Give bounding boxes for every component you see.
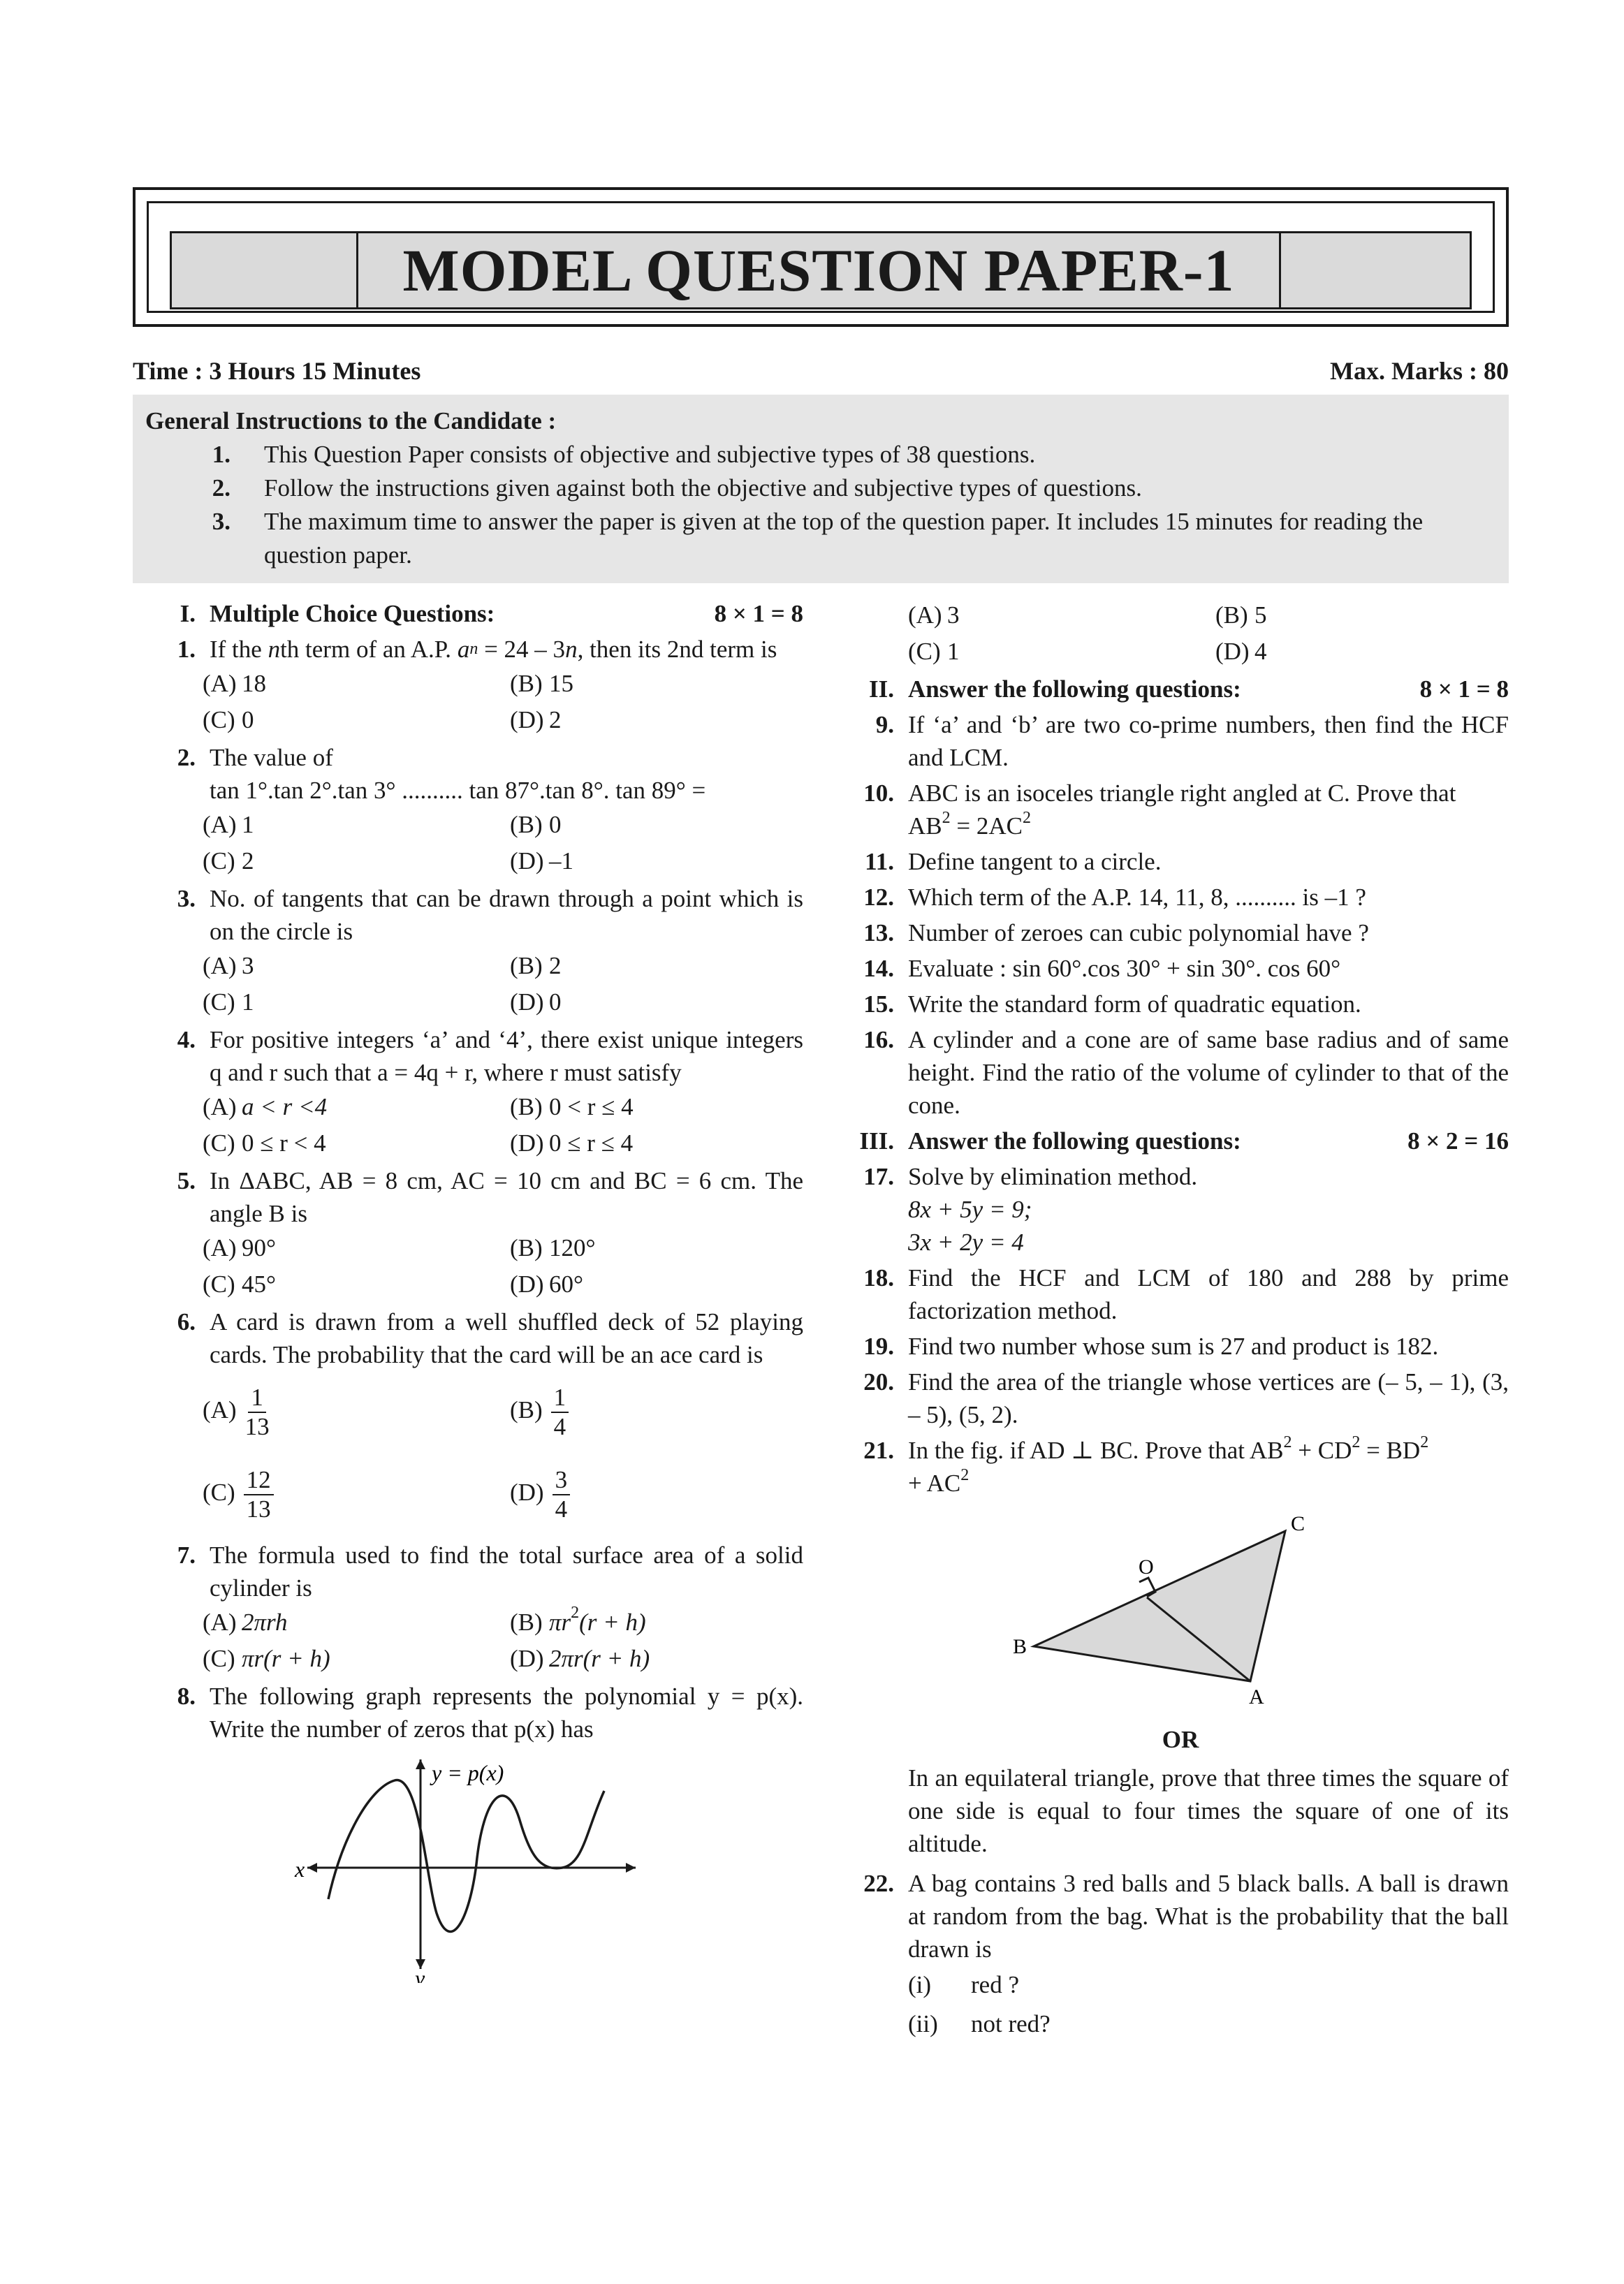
question-17: 17. Solve by elimination method. 8x + 5y = 9; 3x + 2y = 4 [863, 1163, 1198, 1256]
options-6-row-1 [203, 1371, 803, 1454]
question-6 [154, 1305, 803, 1371]
question-1 [154, 633, 803, 666]
options-3 [203, 948, 803, 1020]
title-inner-border [147, 201, 1495, 313]
question-number: 1. [177, 636, 196, 663]
question-9: 9. If ‘a’ and ‘b’ are two co-prime numbers, then find the HCF and LCM. [875, 711, 1509, 771]
question-16: 16. A cylinder and a cone are of same base radius and of same height. Find the ratio of the volume of cylinder to that of the cone. [863, 1026, 1509, 1119]
question-number: 8. [177, 1683, 196, 1710]
question-text: For positive integers ‘a’ and ‘4’, there exist unique integers q and r such that a = 4q + r, where r must satisfy [210, 1026, 803, 1086]
option: (A) $\frac{1}{13}$ [203, 1384, 270, 1440]
question-text: No. of tangents that can be drawn through a point which is on the circle is [210, 885, 803, 945]
instruction-text: This Question Paper consists of objective and subjective types of 38 questions. [264, 441, 1036, 468]
triangle-abc [1034, 1531, 1285, 1681]
question-7 [154, 1539, 803, 1604]
section-number: III. [859, 1127, 894, 1155]
question-3 [154, 882, 803, 948]
question-4 [154, 1023, 803, 1089]
option: (C) 0 ≤ r < 4 [203, 1129, 326, 1157]
sub-questions [908, 1965, 1509, 2044]
question-text: A card is drawn from a well shuffled deck of 52 playing cards. The probability that the card will be an ace card is [210, 1308, 803, 1368]
question-number: 5. [177, 1167, 196, 1194]
option: (D) 0 ≤ r ≤ 4 [510, 1129, 634, 1157]
instructions-box [133, 395, 1509, 583]
option: (A) a < r <4 [203, 1093, 328, 1120]
triangle-figure [1013, 1500, 1509, 1718]
or-divider: OR [1162, 1726, 1199, 1753]
option: (B) 0 < r ≤ 4 [510, 1093, 634, 1120]
question-text: The formula used to find the total surface area of a solid cylinder is [210, 1542, 803, 1602]
label-a: A [1249, 1685, 1264, 1708]
section-header-1 [154, 597, 803, 630]
option: (D) 2πr(r + h) [510, 1645, 650, 1672]
options-4 [203, 1089, 803, 1162]
y-axis-label: y [415, 1965, 425, 1983]
x-axis-label: x [295, 1857, 305, 1882]
option: (C) 2 [203, 847, 254, 874]
fraction: $\frac{3}{4}$ [553, 1466, 571, 1523]
option: (D) –1 [510, 847, 573, 874]
max-marks-label: Max. Marks : 80 [1330, 357, 1509, 385]
options-6-row-2 [203, 1454, 803, 1536]
option: (A) 1 [203, 811, 254, 838]
options-7 [203, 1604, 803, 1677]
question-2 [154, 741, 803, 807]
question-number: 4. [177, 1026, 196, 1053]
option: (C) 0 [203, 706, 254, 733]
page-title: MODEL QUESTION PAPER-1 [356, 231, 1281, 309]
fraction: $\frac{1}{13}$ [244, 1384, 270, 1440]
right-column [852, 597, 1509, 2044]
option: (C) 1 [203, 988, 254, 1016]
fraction: $\frac{1}{4}$ [551, 1384, 569, 1441]
option: (A) 3 [203, 952, 254, 979]
option: (C) πr(r + h) [203, 1645, 330, 1672]
options-5 [203, 1230, 803, 1303]
x-arrow-left [307, 1863, 317, 1873]
polynomial-graph [286, 1752, 803, 1991]
section-number: II. [869, 675, 894, 703]
option: (B) 120° [510, 1234, 596, 1261]
section-title: Multiple Choice Questions: [210, 600, 495, 627]
question-21-alternative: In an equilateral triangle, prove that three times the square of one side is equal to four times the square of one of its altitude. [908, 1764, 1509, 1857]
instruction-item [145, 438, 1496, 471]
option: (A) 90° [203, 1234, 276, 1261]
title-frame [133, 187, 1509, 327]
question-11: 11. Define tangent to a circle. [865, 848, 1162, 875]
instruction-text: Follow the instructions given against both the objective and subjective types of questions. [264, 474, 1142, 502]
option: (A) 3 [908, 601, 960, 629]
sub-question: (i) red ? [908, 1971, 1019, 1998]
label-c: C [1291, 1512, 1305, 1535]
sub-question: (ii) not red? [908, 2010, 1051, 2037]
option: (D) $\frac{3}{4}$ [510, 1466, 803, 1523]
section-number: I. [180, 600, 196, 627]
option: (D) 0 [510, 988, 562, 1016]
question-number: 7. [177, 1542, 196, 1569]
section-title: Answer the following questions: [908, 1127, 1241, 1155]
question-20: 20. Find the area of the triangle whose vertices are (– 5, – 1), (3, – 5), (5, 2). [863, 1368, 1509, 1428]
question-text: In ΔABC, AB = 8 cm, AC = 10 cm and BC = 6 cm. The angle B is [210, 1167, 803, 1227]
question-22: 22. A bag contains 3 red balls and 5 black balls. A ball is drawn at random from the bag. What is the probability that the ball drawn is [863, 1870, 1509, 1963]
question-8 [154, 1680, 803, 1745]
option: (C) 45° [203, 1271, 276, 1298]
instruction-item [145, 471, 1496, 505]
option: (C) $\frac{12}{13}$ [203, 1466, 510, 1523]
option: (D) 60° [510, 1271, 583, 1298]
option: (D) 2 [510, 706, 562, 733]
section-header-3 [852, 1125, 1509, 1157]
option: (B) 0 [510, 811, 562, 838]
option: (D) 4 [1215, 638, 1267, 665]
option: (A) 18 [203, 670, 266, 697]
section-header-2 [852, 673, 1509, 705]
instruction-text: The maximum time to answer the paper is given at the top of the question paper. It includes 15 minutes for reading the question paper. [264, 508, 1424, 569]
polynomial-curve [328, 1780, 604, 1932]
left-column [154, 597, 803, 1991]
question-5 [154, 1164, 803, 1230]
question-14: 14. Evaluate : sin 60°.cos 30° + sin 30°. cos 60° [863, 955, 1341, 982]
option: (B) $\frac{1}{4}$ [510, 1384, 803, 1441]
section-marks: 8 × 1 = 8 [1419, 675, 1509, 703]
fraction: $\frac{12}{13}$ [244, 1466, 274, 1523]
option: (C) 1 [908, 638, 960, 665]
question-number: 3. [177, 885, 196, 912]
option: (B) 15 [510, 670, 573, 697]
options-8 [908, 597, 1509, 670]
instruction-item [145, 505, 1496, 572]
section-marks: 8 × 2 = 16 [1407, 1127, 1509, 1155]
options-2 [203, 807, 803, 879]
instruction-number: 3. [212, 508, 231, 535]
y-arrow-up [416, 1759, 425, 1769]
question-number: 6. [177, 1308, 196, 1335]
question-19: 19. Find two number whose sum is 27 and product is 182. [863, 1333, 1439, 1360]
option: (B) 2 [510, 952, 562, 979]
x-arrow [626, 1863, 636, 1873]
section-marks: 8 × 1 = 8 [714, 600, 803, 627]
option: (A) 2πrh [203, 1609, 288, 1636]
question-10: 10. ABC is an isoceles triangle right angled at C. Prove that $AB^2 = 2AC^2$ [863, 779, 1456, 840]
question-text: If the nth term of an A.P. an = 24 – 3n, then its 2nd term is [210, 636, 777, 663]
question-text: The value of tan 1°.tan 2°.tan 3° .......... tan 87°.tan 8°. tan 89° = [210, 744, 706, 804]
question-21: 21. In the fig. if AD ⊥ BC. Prove that $AB^2 + CD^2 = BD^2$ + $AC^2$ [863, 1433, 1429, 1497]
label-b: B [1013, 1635, 1027, 1658]
instruction-number: 1. [212, 441, 231, 468]
options-1 [203, 666, 803, 738]
title-band [170, 231, 1472, 309]
question-15: 15. Write the standard form of quadratic equation. [863, 990, 1361, 1018]
section-title: Answer the following questions: [908, 675, 1241, 703]
instructions-heading: General Instructions to the Candidate : [145, 407, 557, 434]
instruction-number: 2. [212, 474, 231, 502]
question-text: The following graph represents the polynomial y = p(x). Write the number of zeros that p(x) has [210, 1683, 803, 1743]
question-13: 13. Number of zeroes can cubic polynomial have ? [863, 919, 1369, 946]
graph-label: y = p(x) [432, 1760, 504, 1785]
question-number: 2. [177, 744, 196, 771]
question-18: 18. Find the HCF and LCM of 180 and 288 by prime factorization method. [863, 1264, 1509, 1324]
time-label: Time : 3 Hours 15 Minutes [133, 357, 421, 385]
option: (B) 5 [1215, 601, 1267, 629]
question-12: 12. Which term of the A.P. 14, 11, 8, .......... is –1 ? [863, 884, 1366, 911]
option: (B) $\pi r^2(r + h)$ [510, 1604, 646, 1636]
label-o: O [1139, 1555, 1154, 1579]
